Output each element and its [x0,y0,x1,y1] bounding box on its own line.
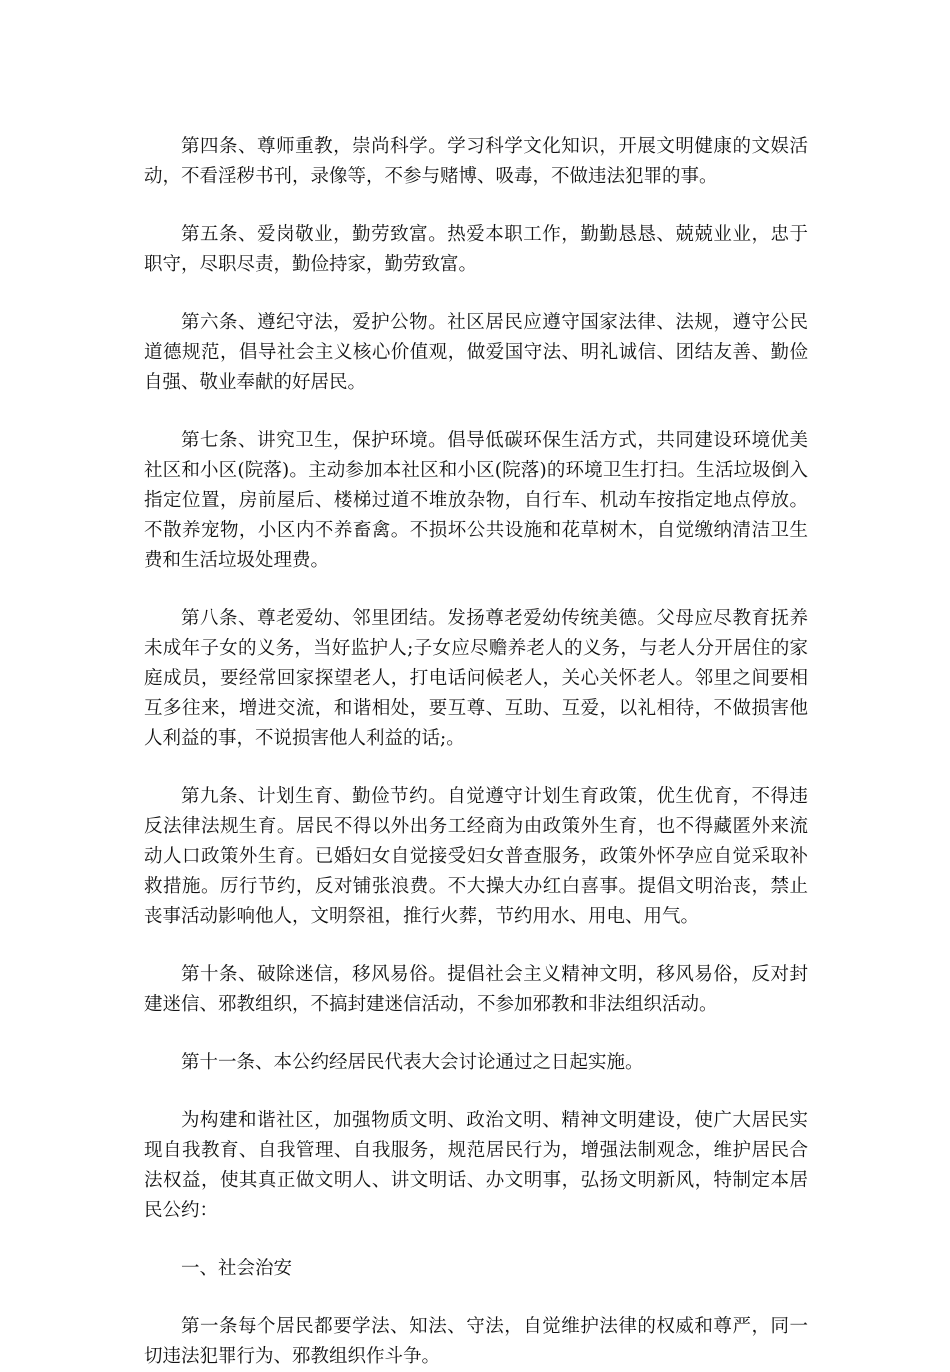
article-11-paragraph: 第十一条、本公约经居民代表大会讨论通过之日起实施。 [181,1052,644,1073]
article-7-paragraph: 第七条、讲究卫生，保护环境。倡导低碳环保生活方式，共同建设环境优美社区和小区(院落)。主动参加本社区和小区(院落)的环境卫生打扫。生活垃圾倒入指定位置，房前屋后、楼梯过道不堆放杂物，自行车、机动车按指定地点停放。不散养宠物，小区内不养畜禽。不损坏公共设施和花草树木，自觉缴纳清洁卫生费和生活垃圾处理费。 [144,430,808,571]
article-4-paragraph: 第四条、尊师重教，崇尚科学。学习科学文化知识，开展文明健康的文娱活动，不看淫秽书刊，录像等，不参与赌博、吸毒，不做违法犯罪的事。 [144,136,808,187]
article-6-paragraph: 第六条、遵纪守法，爱护公物。社区居民应遵守国家法律、法规，遵守公民道德规范，倡导社会主义核心价值观，做爱国守法、明礼诚信、团结友善、勤俭自强、敬业奉献的好居民。 [144,312,808,393]
preamble-paragraph: 为构建和谐社区，加强物质文明、政治文明、精神文明建设，使广大居民实现自我教育、自我管理、自我服务，规范居民行为，增强法制观念，维护居民合法权益，使其真正做文明人、讲文明话、办文明事，弘扬文明新风，特制定本居民公约： [144,1110,808,1221]
document-body [144,132,808,1372]
article-1-paragraph: 第一条每个居民都要学法、知法、守法，自觉维护法律的权威和尊严，同一切违法犯罪行为、邪教组织作斗争。 [144,1316,808,1367]
article-9-paragraph: 第九条、计划生育、勤俭节约。自觉遵守计划生育政策，优生优育，不得违反法律法规生育。居民不得以外出务工经商为由政策外生育，也不得藏匿外来流动人口政策外生育。已婚妇女自觉接受妇女普查服务，政策外怀孕应自觉采取补救措施。厉行节约，反对铺张浪费。不大操大办红白喜事。提倡文明治丧，禁止丧事活动影响他人，文明祭祖，推行火葬，节约用水、用电、用气。 [144,786,808,927]
article-5-paragraph: 第五条、爱岗敬业，勤劳致富。热爱本职工作，勤勤恳恳、兢兢业业，忠于职守，尽职尽责，勤俭持家，勤劳致富。 [144,224,808,275]
article-10-paragraph: 第十条、破除迷信，移风易俗。提倡社会主义精神文明，移风易俗，反对封建迷信、邪教组织，不搞封建迷信活动，不参加邪教和非法组织活动。 [144,964,808,1015]
article-8-paragraph: 第八条、尊老爱幼、邻里团结。发扬尊老爱幼传统美德。父母应尽教育抚养未成年子女的义务，当好监护人;子女应尽赡养老人的义务，与老人分开居住的家庭成员，要经常回家探望老人，打电话问候老人，关心关怀老人。邻里之间要相互多往来，增进交流，和谐相处，要互尊、互助、互爱，以礼相待，不做损害他人利益的事，不说损害他人利益的话;。 [144,608,808,749]
section-heading-public-security: 一、社会治安 [181,1258,293,1279]
